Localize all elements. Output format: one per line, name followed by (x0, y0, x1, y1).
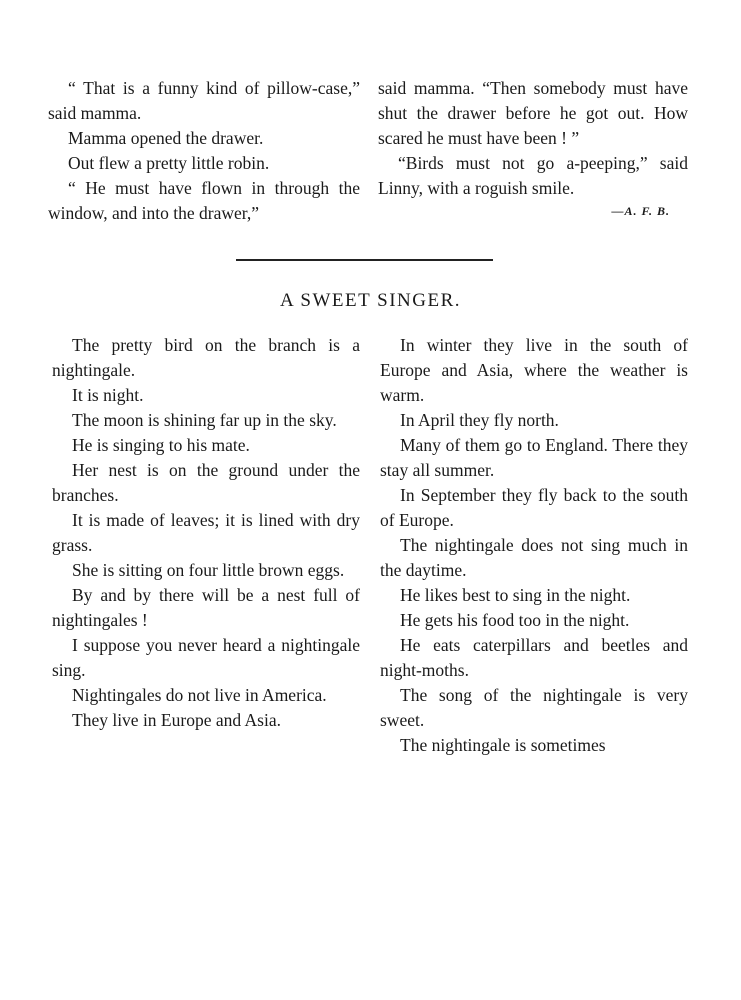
paragraph: The pretty bird on the branch is a nightingale. (52, 335, 360, 380)
paragraph: She is sitting on four little brown eggs. (72, 560, 345, 580)
paragraph: In September they fly back to the south of Europe. (380, 485, 688, 530)
paragraph: In April they fly north. (400, 410, 559, 430)
paragraph: “ That is a funny kind of pillow-case,” said mamma. (48, 78, 360, 123)
section-title: A SWEET SINGER. (279, 290, 461, 311)
paragraph: By and by there will be a nest full of nightingales ! (52, 585, 360, 630)
paragraph: It is night. (72, 385, 144, 405)
top-story-right-column (378, 76, 688, 221)
paragraph: He gets his food too in the night. (400, 610, 630, 630)
paragraph: “ He must have flown in through the window, and into the drawer,” (48, 178, 360, 223)
paragraph: said mamma. “Then somebody must have shut the drawer before he got out. How scared he must have been ! ” (378, 78, 688, 148)
body-left-column (52, 333, 360, 733)
paragraph: Her nest is on the ground under the branches. (52, 460, 360, 505)
paragraph: “Birds must not go a-peeping,” said Linny, with a roguish smile. (378, 153, 688, 198)
paragraph: I suppose you never heard a nightingale sing. (52, 635, 360, 680)
paragraph: Nightingales do not live in America. (72, 685, 327, 705)
paragraph: Out flew a pretty little robin. (68, 153, 270, 173)
paragraph: The moon is shining far up in the sky. (72, 410, 337, 430)
paragraph: In winter they live in the south of Europe and Asia, where the weather is warm. (380, 335, 688, 405)
section-divider (236, 259, 493, 261)
author-signature: —A. F. B. (611, 204, 670, 218)
paragraph: He likes best to sing in the night. (400, 585, 631, 605)
paragraph: The song of the nightingale is very sweet. (380, 685, 688, 730)
paragraph: The nightingale is sometimes (400, 735, 606, 755)
paragraph: They live in Europe and Asia. (72, 710, 281, 730)
paragraph: Many of them go to England. There they stay all summer. (380, 435, 688, 480)
paragraph: Mamma opened the drawer. (68, 128, 264, 148)
paragraph: He is singing to his mate. (72, 435, 250, 455)
paragraph: It is made of leaves; it is lined with dry grass. (52, 510, 360, 555)
paragraph: He eats caterpillars and beetles and night-moths. (380, 635, 688, 680)
top-story-left-column (48, 76, 360, 226)
paragraph: The nightingale does not sing much in the daytime. (380, 535, 688, 580)
body-right-column (380, 333, 688, 758)
